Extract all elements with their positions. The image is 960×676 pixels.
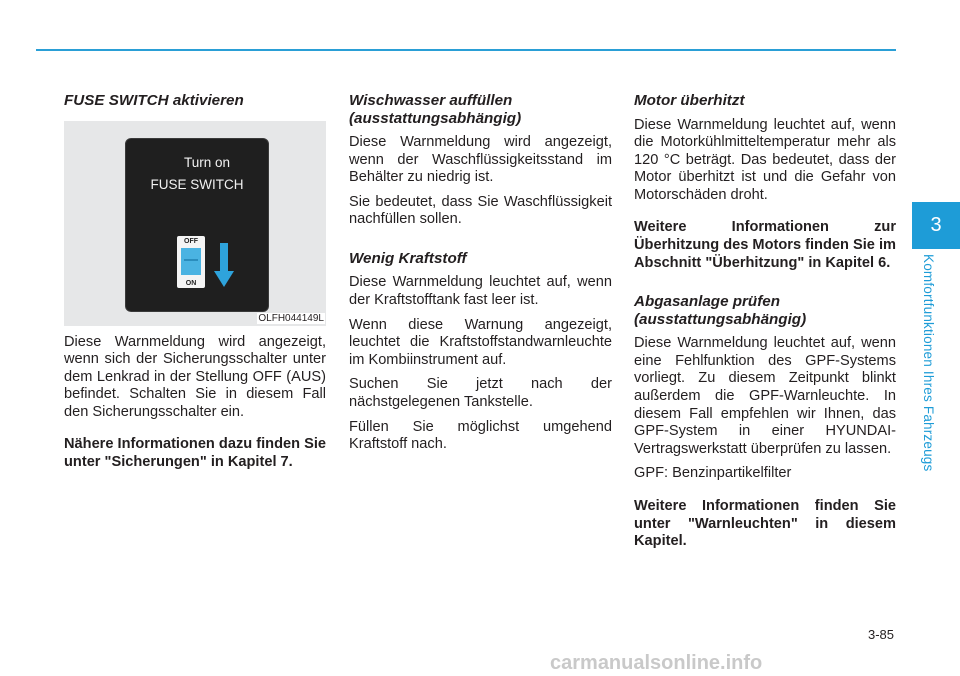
exhaust-paragraph-2: GPF: Benzinpartikelfilter bbox=[634, 465, 792, 482]
fuel-paragraph-1: Diese Warnmeldung leuchtet auf, wenn der Kraftstofftank fast leer ist. bbox=[349, 274, 612, 309]
exhaust-reference: Weitere Informationen finden Sie unter "Warnleuchten" in diesem Kapitel. bbox=[634, 498, 896, 550]
fuse-switch-paragraph: Diese Warnmeldung wird angezeigt, wenn sich der Sicherungsschalter unter dem Lenkrad in der Stellung OFF (AUS) befindet. Schalten Sie in diesem Fall den Sicherungsschalter ein. bbox=[64, 333, 326, 420]
heading-washer-fluid: Wischwasser auffüllen (ausstattungsabhängig) bbox=[349, 92, 522, 127]
heading-engine-overheated: Motor überhitzt bbox=[634, 92, 745, 109]
heading-check-exhaust: Abgasanlage prüfen (ausstattungsabhängig) bbox=[634, 293, 807, 328]
fuse-switch-reference: Nähere Informationen dazu finden Sie unter "Sicherungen" in Kapitel 7. bbox=[64, 436, 326, 471]
column-fuse-switch bbox=[64, 92, 326, 479]
chapter-title: Komfortfunktionen Ihres Fahrzeugs bbox=[921, 254, 936, 472]
top-divider bbox=[36, 49, 896, 51]
display-line-2: FUSE SWITCH bbox=[150, 176, 244, 192]
chapter-tab: 3 bbox=[912, 202, 960, 249]
page-number: 3-85 bbox=[867, 627, 894, 642]
watermark: carmanualsonline.info bbox=[550, 652, 763, 674]
washer-paragraph-1: Diese Warnmeldung wird angezeigt, wenn der Waschflüssigkeitsstand im Behälter zu niedrig ist. bbox=[349, 134, 612, 186]
fuse-switch-icon bbox=[177, 236, 205, 288]
engine-paragraph-1: Diese Warnmeldung leuchtet auf, wenn die Motorkühlmitteltemperatur mehr als 120 °C beträgt. Das bedeutet, dass der Motor überhitzt ist und die Gefahr von Motorschäden droht. bbox=[634, 116, 896, 203]
exhaust-paragraph-1: Diese Warnmeldung leuchtet auf, wenn eine Fehlfunktion des GPF-Systems vorliegt. Zu diesem Zeitpunkt blinkt außerdem die GPF-Warnleuchte. In diesem Fall empfehlen wir Ihnen, das GPF-System in einer HYUNDAI-Vertragswerkstatt überprüfen zu lassen. bbox=[634, 335, 896, 457]
display-line-1: Turn on bbox=[183, 154, 231, 170]
column-washer-fuel bbox=[349, 92, 612, 461]
fuel-paragraph-2: Wenn diese Warnung angezeigt, leuchtet die Kraftstoffstandwarnleuchte im Kombiinstrument auf. bbox=[349, 316, 612, 368]
heading-fuse-switch: FUSE SWITCH aktivieren bbox=[64, 92, 244, 109]
column-engine-exhaust bbox=[634, 92, 896, 558]
engine-reference: Weitere Informationen zur Überhitzung des Motors finden Sie im Abschnitt "Überhitzung" in Kapitel 6. bbox=[634, 219, 896, 271]
down-arrow-icon bbox=[214, 243, 234, 287]
fuse-switch-figure bbox=[64, 121, 326, 326]
fuel-paragraph-3: Suchen Sie jetzt nach der nächstgelegenen Tankstelle. bbox=[349, 376, 612, 411]
cluster-display bbox=[125, 138, 269, 312]
switch-on-label: ON bbox=[185, 279, 197, 287]
switch-slot bbox=[181, 248, 201, 275]
fuel-paragraph-4: Füllen Sie möglichst umgehend Kraftstoff nach. bbox=[349, 418, 612, 453]
heading-low-fuel: Wenig Kraftstoff bbox=[349, 249, 467, 267]
switch-off-label: OFF bbox=[184, 237, 198, 245]
figure-caption: OLFH044149L bbox=[258, 312, 324, 324]
washer-paragraph-2: Sie bedeutet, dass Sie Waschflüssigkeit nachfüllen sollen. bbox=[349, 193, 612, 228]
